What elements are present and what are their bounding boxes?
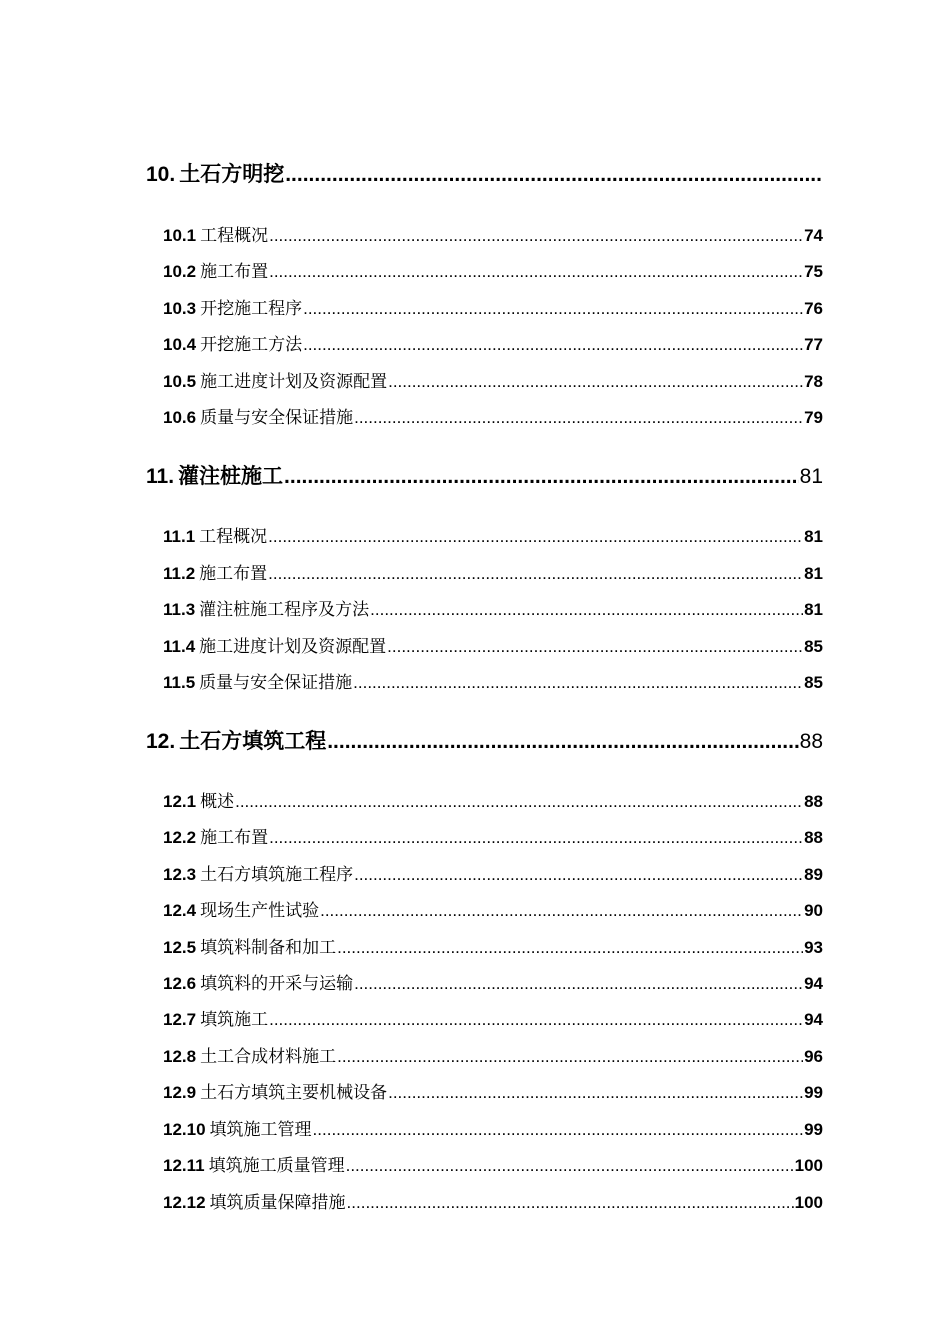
- toc-section-12-12[interactable]: [163, 1188, 823, 1213]
- toc-title: 施工布置: [200, 262, 269, 281]
- toc-title: 施工布置: [200, 828, 269, 847]
- dot-leader: [337, 938, 803, 958]
- toc-page-number: 100: [794, 1193, 823, 1212]
- toc-number: 12.12: [163, 1193, 206, 1212]
- toc-chapter-12[interactable]: [146, 725, 823, 755]
- toc-page-number: 75: [804, 262, 823, 281]
- toc-title: 现场生产性试验: [200, 901, 320, 920]
- toc-title: 土石方填筑施工程序: [200, 865, 354, 884]
- toc-section-10-1[interactable]: [163, 221, 823, 246]
- toc-page-number: 88: [799, 730, 823, 753]
- toc-section-12-2[interactable]: [163, 823, 823, 848]
- dot-leader: [354, 865, 803, 885]
- toc-number: 10.2: [163, 262, 197, 281]
- toc-page-number: 81: [804, 564, 823, 583]
- toc-title: 施工进度计划及资源配置: [200, 372, 388, 391]
- toc-title: 质量与安全保证措施: [199, 673, 353, 692]
- toc-page-number: 85: [804, 673, 823, 692]
- toc-number: 10.3: [163, 299, 197, 318]
- toc-page-number: 81: [804, 527, 823, 546]
- toc-title: 填筑料的开采与运输: [200, 974, 354, 993]
- toc-section-11-2[interactable]: [163, 559, 823, 584]
- toc-page-number: 93: [804, 938, 823, 957]
- toc-title: 土石方填筑主要机械设备: [200, 1083, 388, 1102]
- toc-number: 12.2: [163, 828, 197, 847]
- toc-section-12-10[interactable]: [163, 1115, 823, 1140]
- toc-section-12-6[interactable]: [163, 969, 823, 994]
- toc-number: 11.3: [163, 600, 196, 619]
- toc-page-number: 100: [794, 1156, 823, 1175]
- toc-title: 填筑施工管理: [209, 1120, 312, 1139]
- toc-number: 12.4: [163, 901, 197, 920]
- toc-title: 施工布置: [199, 564, 268, 583]
- toc-section-12-11[interactable]: [163, 1151, 823, 1176]
- toc-page-number: 99: [804, 1120, 823, 1139]
- toc-page-number: 94: [804, 974, 823, 993]
- toc-title: 填筑质量保障措施: [209, 1193, 346, 1212]
- dot-leader: [327, 730, 798, 754]
- toc-number: 11.: [146, 465, 175, 488]
- toc-title: 土工合成材料施工: [200, 1047, 337, 1066]
- dot-leader: [320, 901, 803, 921]
- toc-section-11-3[interactable]: [163, 595, 823, 620]
- toc-section-10-4[interactable]: [163, 330, 823, 355]
- toc-section-11-5[interactable]: [163, 668, 823, 693]
- toc-section-10-5[interactable]: [163, 367, 823, 392]
- toc-title: 质量与安全保证措施: [200, 408, 354, 427]
- toc-number: 10.6: [163, 408, 197, 427]
- dot-leader: [347, 1193, 794, 1213]
- toc-title: 灌注桩施工程序及方法: [199, 600, 370, 619]
- toc-number: 11.1: [163, 527, 196, 546]
- dot-leader: [313, 1120, 804, 1140]
- toc-number: 12.1: [163, 792, 197, 811]
- toc-title: 灌注桩施工: [178, 465, 284, 488]
- toc-number: 12.10: [163, 1120, 206, 1139]
- dot-leader: [268, 564, 803, 584]
- toc-title: 填筑料制备和加工: [200, 938, 337, 957]
- toc-section-12-5[interactable]: [163, 933, 823, 958]
- toc-title: 工程概况: [200, 226, 269, 245]
- toc-number: 10.: [146, 163, 176, 186]
- toc-page-number: 96: [804, 1047, 823, 1066]
- toc-title: 填筑施工质量管理: [208, 1156, 345, 1175]
- dot-leader: [268, 527, 803, 547]
- toc-page-number: 77: [804, 335, 823, 354]
- toc-number: 12.8: [163, 1047, 197, 1066]
- toc-chapter-10[interactable]: [146, 158, 823, 188]
- dot-leader: [353, 673, 803, 693]
- toc-page-number: 88: [804, 792, 823, 811]
- toc-number: 12.7: [163, 1010, 197, 1029]
- toc-number: 12.5: [163, 938, 197, 957]
- toc-number: 11.5: [163, 673, 196, 692]
- toc-page-number: 81: [799, 465, 823, 488]
- toc-page-number: 89: [804, 865, 823, 884]
- toc-page-number: 79: [804, 408, 823, 427]
- dot-leader: [354, 974, 803, 994]
- dot-leader: [235, 792, 803, 812]
- toc-section-11-4[interactable]: [163, 632, 823, 657]
- toc-page-number: 81: [804, 600, 823, 619]
- toc-section-12-9[interactable]: [163, 1078, 823, 1103]
- toc-page-number: 94: [804, 1010, 823, 1029]
- toc-chapter-11[interactable]: [146, 460, 823, 490]
- toc-title: 开挖施工程序: [200, 299, 303, 318]
- dot-leader: [269, 1010, 803, 1030]
- toc-title: 土石方填筑工程: [179, 730, 327, 753]
- dot-leader: [337, 1047, 803, 1067]
- toc-section-12-7[interactable]: [163, 1005, 823, 1030]
- toc-section-12-8[interactable]: [163, 1042, 823, 1067]
- toc-number: 11.4: [163, 637, 196, 656]
- toc-number: 12.3: [163, 865, 197, 884]
- toc-number: 12.6: [163, 974, 197, 993]
- dot-leader: [269, 828, 803, 848]
- toc-number: 10.1: [163, 226, 197, 245]
- dot-leader: [387, 637, 803, 657]
- toc-page-number: 76: [804, 299, 823, 318]
- toc-number: 12.9: [163, 1083, 197, 1102]
- toc-number: 11.2: [163, 564, 196, 583]
- toc-page-number: 99: [804, 1083, 823, 1102]
- toc-page-number: 90: [804, 901, 823, 920]
- dot-leader: [285, 163, 822, 187]
- toc-page-number: 78: [804, 372, 823, 391]
- toc-section-12-4[interactable]: [163, 896, 823, 921]
- dot-leader: [388, 1083, 803, 1103]
- dot-leader: [303, 299, 803, 319]
- toc-number: 10.4: [163, 335, 197, 354]
- dot-leader: [303, 335, 803, 355]
- toc-page-number: 88: [804, 828, 823, 847]
- dot-leader: [346, 1156, 794, 1176]
- toc-title: 填筑施工: [200, 1010, 269, 1029]
- dot-leader: [388, 372, 803, 392]
- toc-section-10-6[interactable]: [163, 403, 823, 428]
- toc-title: 概述: [200, 792, 235, 811]
- toc-title: 开挖施工方法: [200, 335, 303, 354]
- dot-leader: [370, 600, 803, 620]
- toc-page-number: 74: [804, 226, 823, 245]
- dot-leader: [269, 226, 803, 246]
- toc-section-10-2[interactable]: [163, 257, 823, 282]
- toc-page-number: 85: [804, 637, 823, 656]
- toc-number: 10.5: [163, 372, 197, 391]
- dot-leader: [269, 262, 803, 282]
- toc-section-11-1[interactable]: [163, 522, 823, 547]
- toc-section-10-3[interactable]: [163, 294, 823, 319]
- dot-leader: [284, 465, 799, 489]
- toc-number: 12.: [146, 730, 176, 753]
- toc-title: 工程概况: [199, 527, 268, 546]
- toc-section-12-1[interactable]: [163, 787, 823, 812]
- dot-leader: [354, 408, 803, 428]
- toc-title: 土石方明挖: [179, 163, 285, 186]
- toc-section-12-3[interactable]: [163, 860, 823, 885]
- toc-number: 12.11: [163, 1156, 205, 1175]
- toc-title: 施工进度计划及资源配置: [199, 637, 387, 656]
